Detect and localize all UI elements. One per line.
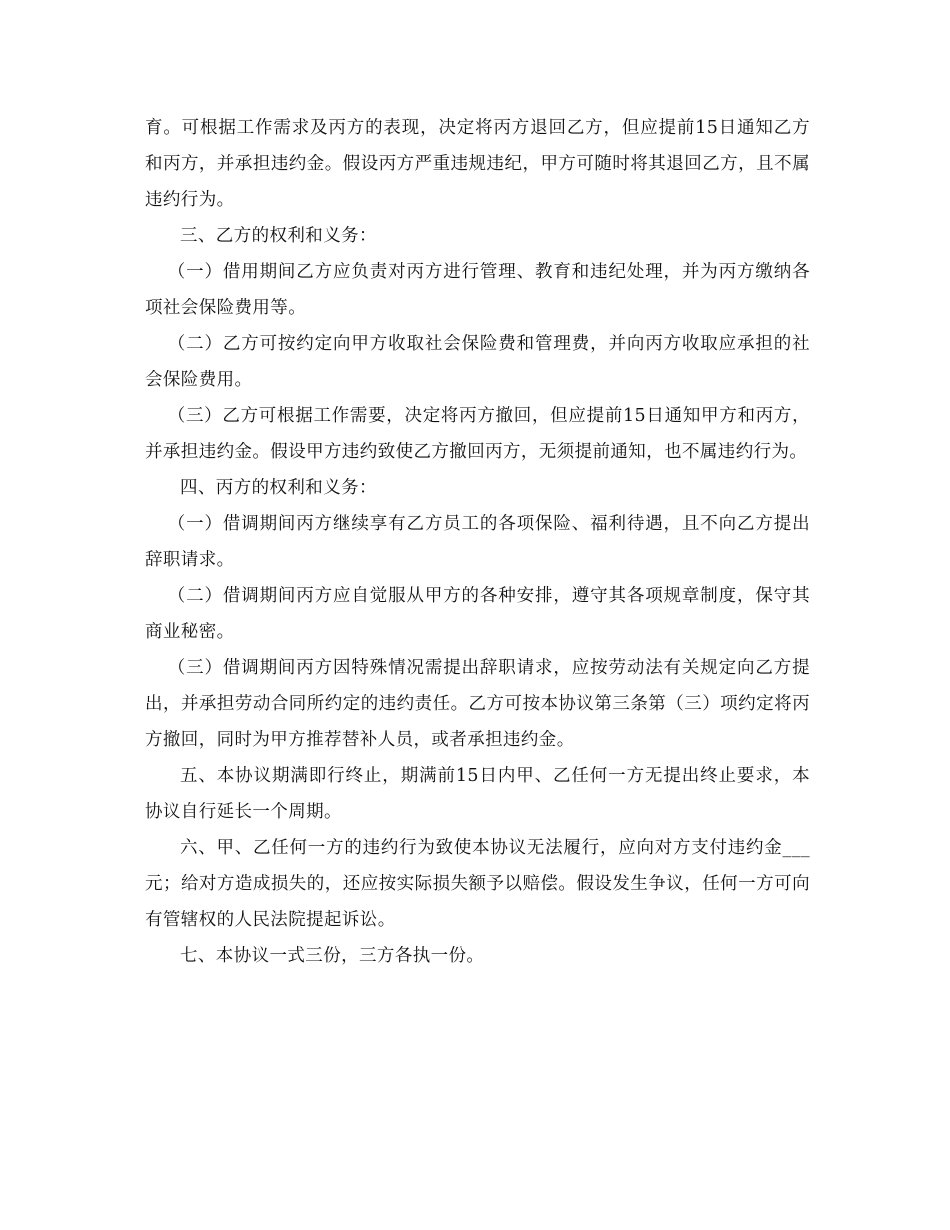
clause-b-1: （一）借用期间乙方应负责对丙方进行管理、教育和违纪处理，并为丙方缴纳各项社会保险费用等。 — [145, 262, 810, 318]
section-six-breach: 六、甲、乙任何一方的违约行为致使本协议无法履行，应向对方支付违约金___元；给对方造成损失的，还应按实际损失额予以赔偿。假设发生争议，任何一方可向有管辖权的人民法院提起诉讼。 — [145, 838, 810, 930]
section-seven-copies: 七、本协议一式三份，三方各执一份。 — [180, 946, 485, 966]
clause-c-3: （三）借调期间丙方因特殊情况需提出辞职请求，应按劳动法有关规定向乙方提出，并承担劳动合同所约定的违约责任。乙方可按本协议第三条第（三）项约定将丙方撤回，同时为甲方推荐替补人员，或者承担违约金。 — [145, 658, 810, 750]
paragraph-continuation: 育。可根据工作需求及丙方的表现，决定将丙方退回乙方，但应提前15日通知乙方和丙方，并承担违约金。假设丙方严重违规违纪，甲方可随时将其退回乙方，且不属违约行为。 — [145, 118, 810, 210]
clause-b-2: （二）乙方可按约定向甲方收取社会保险费和管理费，并向丙方收取应承担的社会保险费用。 — [145, 334, 810, 390]
clause-b-3: （三）乙方可根据工作需要，决定将丙方撤回，但应提前15日通知甲方和丙方，并承担违约金。假设甲方违约致使乙方撤回丙方，无须提前通知，也不属违约行为。 — [145, 406, 810, 462]
section-five-term: 五、本协议期满即行终止，期满前15日内甲、乙任何一方无提出终止要求，本协议自行延长一个周期。 — [145, 766, 810, 822]
section-heading-party-b: 三、乙方的权利和义务： — [180, 226, 377, 246]
document-body — [145, 110, 810, 974]
clause-c-2: （二）借调期间丙方应自觉服从甲方的各种安排，遵守其各项规章制度，保守其商业秘密。 — [145, 586, 810, 642]
clause-c-1: （一）借调期间丙方继续享有乙方员工的各项保险、福利待遇，且不向乙方提出辞职请求。 — [145, 514, 810, 570]
section-heading-party-c: 四、丙方的权利和义务： — [180, 478, 377, 498]
